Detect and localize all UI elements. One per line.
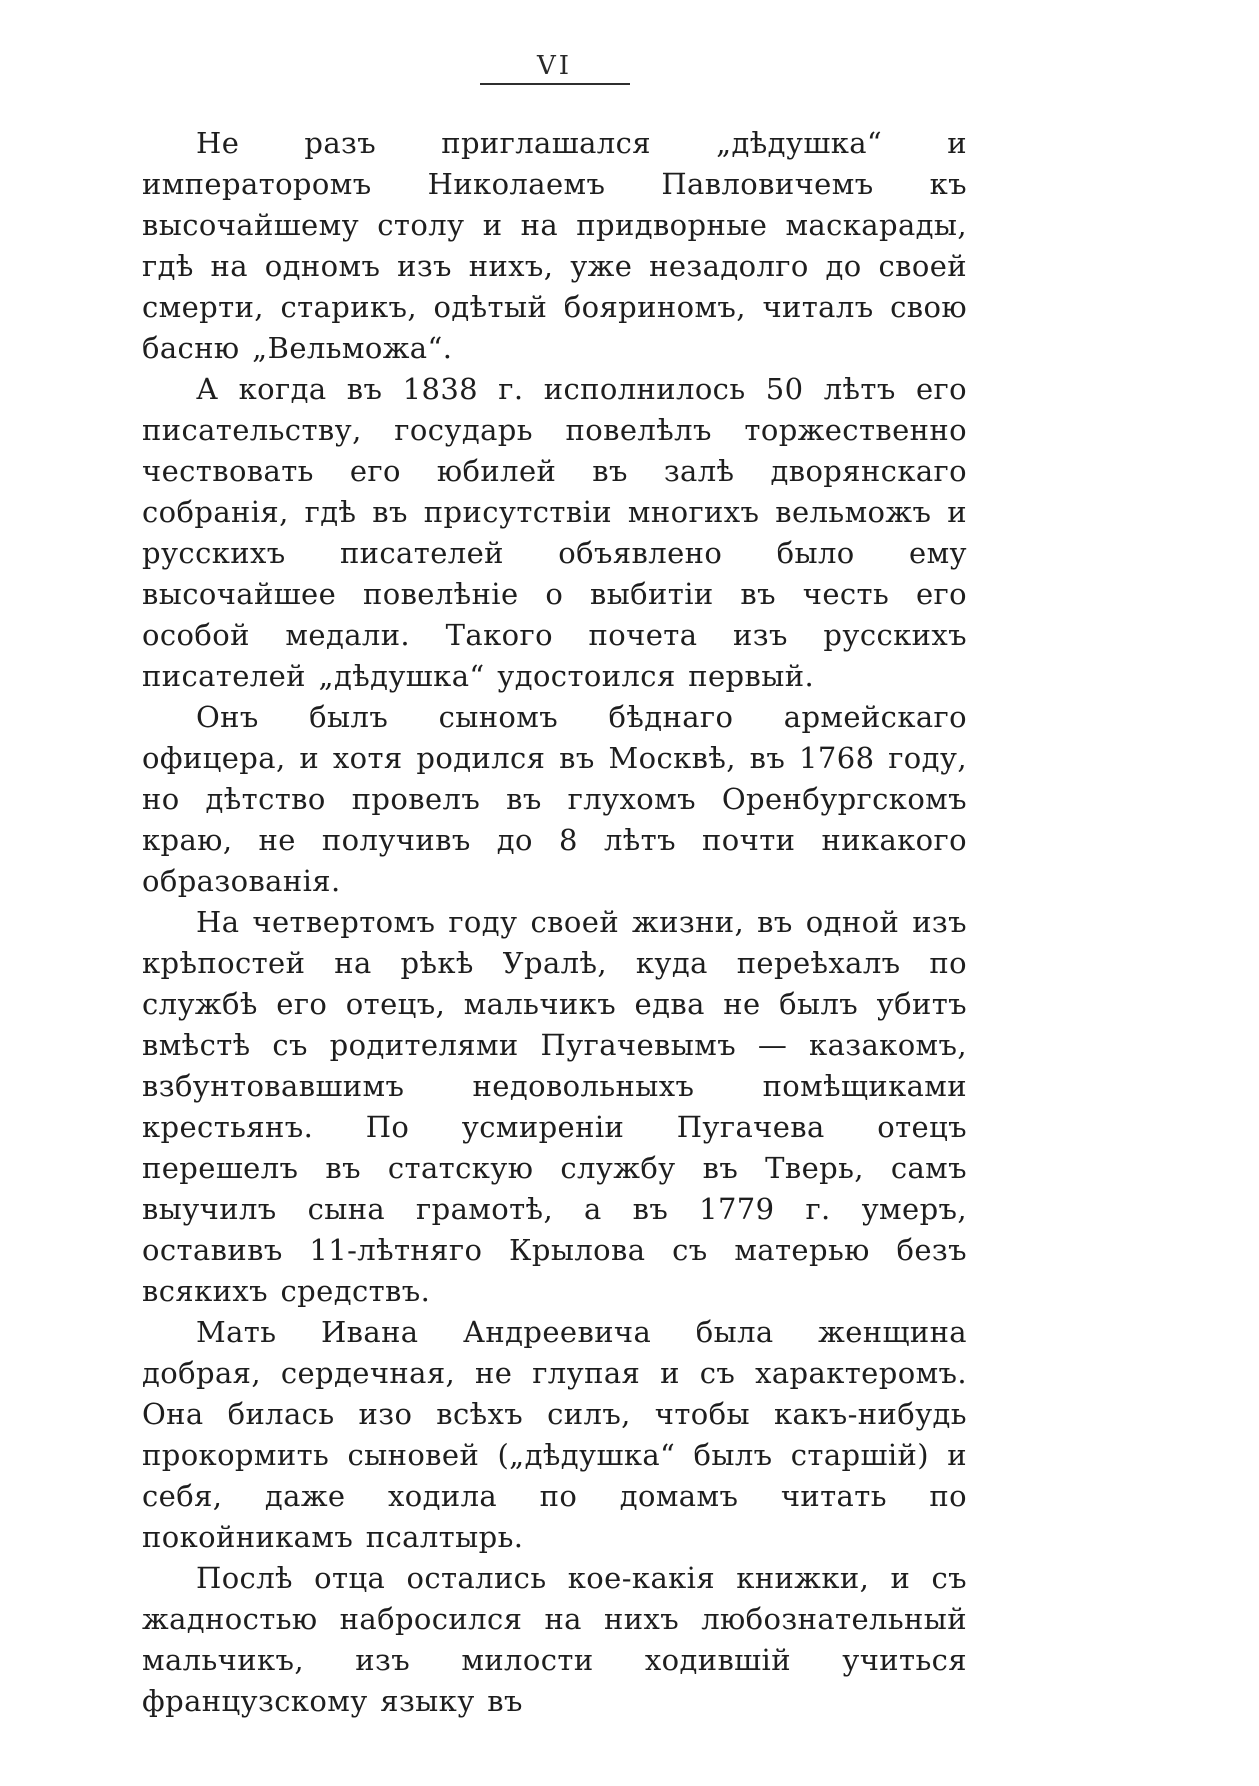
paragraph: Онъ былъ сыномъ бѣднаго армейскаго офицера, и хотя родился въ Москвѣ, въ 1768 году, но дѣтство провелъ въ глухомъ Оренбургскомъ краю, не получивъ до 8 лѣтъ почти никакого образованія. <box>142 699 967 898</box>
page-number-rule <box>480 83 630 85</box>
paragraph: Мать Ивана Андреевича была женщина добрая, сердечная, не глупая и съ характеромъ. Она билась изо всѣхъ силъ, чтобы какъ-нибудь прокормить сыновей („дѣдушка“ былъ старшій) и себя, даже ходила по домамъ читать по покойникамъ псалтырь. <box>142 1314 967 1554</box>
paragraph: На четвертомъ году своей жизни, въ одной изъ крѣпостей на рѣкѣ Уралѣ, куда переѣхалъ по службѣ его отецъ, мальчикъ едва не былъ убитъ вмѣстѣ съ родителями Пугачевымъ — казакомъ, взбунтовавшимъ недовольныхъ помѣщиками крестьянъ. По усмиреніи Пугачева отецъ перешелъ въ статскую службу въ Тверь, самъ выучилъ сына грамотѣ, а въ 1779 г. умеръ, оставивъ 11-лѣтняго Крылова съ матерью безъ всякихъ средствъ. <box>142 904 967 1308</box>
page-header <box>142 52 967 85</box>
text-block <box>142 123 967 1722</box>
paragraph: Послѣ отца остались кое-какія книжки, и съ жадностью набросился на нихъ любознательный мальчикъ, изъ милости ходившій учиться французскому языку въ <box>142 1560 967 1718</box>
paragraph: А когда въ 1838 г. исполнилось 50 лѣтъ его писательству, государь повелѣлъ торжественно чествовать его юбилей въ залѣ дворянскаго собранія, гдѣ въ присутствіи многихъ вельможъ и русскихъ писателей объявлено было ему высочайшее повелѣніе о выбитіи въ честь его особой медали. Такого почета изъ русскихъ писателей „дѣдушка“ удостоился первый. <box>142 371 967 693</box>
paragraph: Не разъ приглашался „дѣдушка“ и императоромъ Николаемъ Павловичемъ къ высочайшему столу и на придворные маскарады, гдѣ на одномъ изъ нихъ, уже незадолго до своей смерти, старикъ, одѣтый бояриномъ, читалъ свою басню „Вельможа“. <box>142 125 967 365</box>
page-number: VI <box>536 51 573 81</box>
